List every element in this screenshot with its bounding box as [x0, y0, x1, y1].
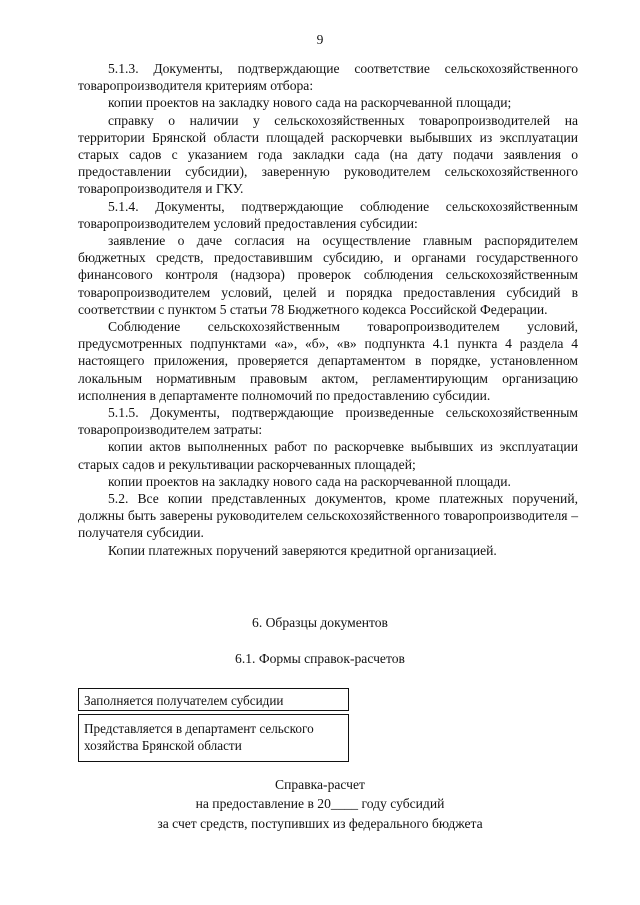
subsection-title: 6.1. Формы справок-расчетов: [235, 651, 405, 666]
department-box-text: Представляется в департамент сельского хозяйства Брянской области: [84, 721, 314, 753]
paragraph-consent-statement: заявление о даче согласия на осуществление главным распорядителем бюджетных средств, предоставившим субсидию, и органами государственного финансового контроля (надзора) проверок соблюдения сельскохозяйственным товаропроизводителем условий, целей и порядка предоставления субсидий в соответствии с пунктом 5 статьи 78 Бюджетного кодекса Российской Федерации.: [78, 233, 578, 317]
paragraph-5-1-3: 5.1.3. Документы, подтверждающие соответствие сельскохозяйственного товаропроизводителя критериям отбора:: [78, 61, 578, 94]
recipient-box-text: Заполняется получателем субсидии: [84, 693, 284, 708]
form-subtitle-year: на предоставление в 20____ году субсидий: [195, 796, 445, 811]
paragraph-5-1-4: 5.1.4. Документы, подтверждающие соблюдение сельскохозяйственным товаропроизводителем условий предоставления субсидии:: [78, 198, 578, 231]
paragraph-project-copies: копии проектов на закладку нового сада на раскорчеванной площади;: [108, 95, 512, 111]
paragraph-5-2: 5.2. Все копии представленных документов, кроме платежных поручений, должны быть заверены руководителем сельскохозяйственного товаропроизводителя – получателя субсидии.: [78, 491, 578, 541]
paragraph-project-copies-2: копии проектов на закладку нового сада на раскорчеванной площади.: [108, 473, 511, 489]
paragraph-compliance: Соблюдение сельскохозяйственным товаропроизводителем условий, предусмотренных подпунктами «а», «б», «в» подпункта 4.1 пункта 4 раздела 4 настоящего приложения, проверяется департаментом в порядке, установленном локальным нормативным правовым актом, регламентирующим организацию исполнения в департаменте полномочий по предоставлению субсидии.: [78, 319, 578, 403]
paragraph-5-1-5: 5.1.5. Документы, подтверждающие произведенные сельскохозяйственным товаропроизводителем затраты:: [78, 405, 578, 438]
paragraph-payment-orders: Копии платежных поручений заверяются кредитной организацией.: [108, 542, 497, 558]
paragraph-work-acts: копии актов выполненных работ по раскорчевке выбывших из эксплуатации старых садов и рекультивации раскорчеванных площадей;: [78, 439, 578, 472]
form-subtitle-source: за счет средств, поступивших из федерального бюджета: [157, 816, 483, 831]
form-title: Справка-расчет: [275, 777, 365, 792]
department-box: [78, 714, 349, 762]
section-title: 6. Образцы документов: [252, 615, 388, 630]
recipient-box: [78, 688, 349, 711]
document-body: [78, 60, 578, 559]
paragraph-certificate: справку о наличии у сельскохозяйственных товаропроизводителей на территории Брянской области площадей раскорчевки выбывших из эксплуатации старых садов с указанием года закладки сада (на дату подачи заявления о предоставлении субсидии), заверенную руководителем сельскохозяйственного товаропроизводителя и ГКУ.: [78, 112, 578, 197]
page-number: 9: [316, 32, 324, 47]
